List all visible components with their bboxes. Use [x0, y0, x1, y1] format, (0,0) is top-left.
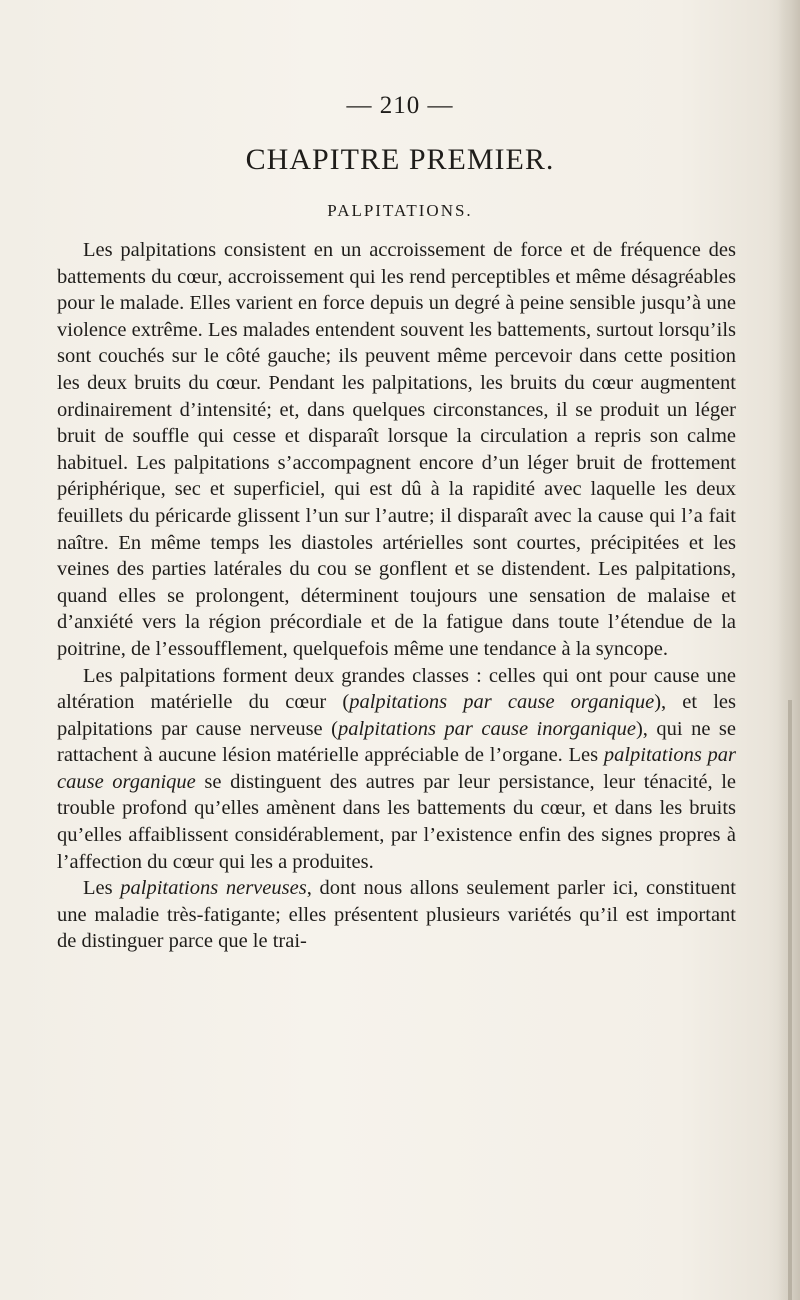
text-segment: Les palpitations forment deux grandes classes : celles qui ont pour cause une altération matérielle du cœur ( — [57, 664, 736, 714]
italic-term: palpitations par cause inorganique — [337, 717, 636, 740]
text-segment: Les — [83, 877, 121, 900]
section-title: PALPITATIONS. — [327, 201, 473, 220]
text-segment: ), qui ne se rattachent à aucune lésion matérielle appréciable de l’organe. Les — [57, 717, 737, 767]
italic-term: palpitations par cause organique — [349, 691, 655, 714]
italic-term: palpitations nerveuses — [120, 877, 307, 900]
text-segment: se distinguent des autres par leur persistance, leur ténacité, le trouble profond qu’elles amènent dans les battements du cœur, et dans les bruits qu’elles affaiblissent considérablement, par l’existence enfin des signes propres à l’affection du cœur qui les a produites. — [57, 770, 737, 873]
paragraph — [57, 663, 736, 876]
page-number: — 210 — — [346, 92, 454, 119]
italic-term: palpitations par cause organique — [57, 744, 736, 793]
text-segment: Les palpitations consistent en un accroissement de force et de fréquence des battements du cœur, accroissement qui les rend perceptibles et même désagréables pour le malade. Elles varient en force depuis un degré à peine sensible jusqu’à une violence extrême. Les malades entendent souvent les battements, surtout lorsqu’ils sont couchés sur le côté gauche; ils peuvent même percevoir dans cette position les deux bruits du cœur. Pendant les palpitations, les bruits du cœur augmentent ordinairement d’intensité; et, dans quelques circonstances, il se produit un léger bruit de souffle qui cesse et disparaît lorsque la circulation a repris son calme habituel. Les palpitations s’accompagnent encore d’un léger bruit de frottement périphérique, sec et superficiel, qui est dû à la rapidité avec laquelle les deux feuillets du péricarde glissent l’un sur l’autre; il disparaît avec la cause qui l’a fait naître. En même temps les diastoles artérielles sont courtes, précipitées et les veines des parties latérales du cou se gonflent et se distendent. Les palpitations, quand elles se prolongent, déterminent toujours une sensation de malaise et d’anxiété vers la région précordiale et de la fatigue dans toute l’étendue de la poitrine, de l’essoufflement, quelquefois même une tendance à la syncope. — [57, 239, 736, 660]
text-segment: , dont nous allons seulement parler ici, constituent une maladie très-fatigante; elles présentent plusieurs variétés qu’il est important de distinguer parce que le trai- — [57, 877, 736, 953]
paragraph — [57, 875, 736, 955]
page-edge-line — [788, 700, 792, 1300]
text-segment: ), et les palpitations par cause nerveuse ( — [57, 691, 736, 740]
chapter-title: CHAPITRE PREMIER. — [245, 143, 555, 176]
body-text — [57, 237, 736, 955]
paragraph — [57, 237, 736, 663]
